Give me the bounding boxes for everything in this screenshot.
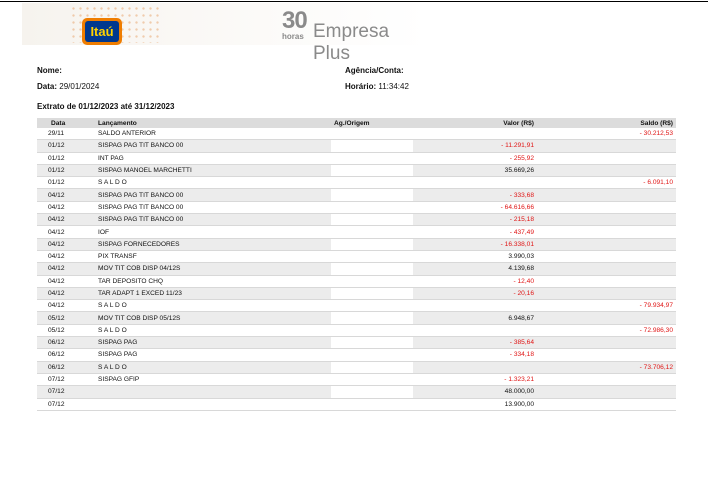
table-row [37, 201, 676, 213]
row-date: 06/12 [37, 349, 95, 361]
row-description: TAR DEPOSITO CHQ [95, 275, 331, 287]
row-amount: - 11.291,91 [413, 140, 537, 152]
row-amount: - 334,18 [413, 349, 537, 361]
date-field [37, 82, 99, 91]
row-origin [331, 349, 413, 361]
row-description: SISPAG GFIP [95, 373, 331, 385]
name-label: Nome: [37, 66, 62, 75]
row-description: S A L D O [95, 177, 331, 189]
row-amount: - 12,40 [413, 275, 537, 287]
column-header-date: Data [37, 118, 95, 128]
table-row [37, 324, 676, 336]
row-description: MOV TIT COB DISP 05/12S [95, 312, 331, 324]
row-amount: - 215,18 [413, 214, 537, 226]
table-row [37, 177, 676, 189]
table-row [37, 238, 676, 250]
row-balance [537, 238, 676, 250]
row-origin [331, 373, 413, 385]
row-amount [413, 177, 537, 189]
row-description: SISPAG PAG TIT BANCO 00 [95, 201, 331, 213]
row-description: MOV TIT COB DISP 04/12S [95, 263, 331, 275]
row-amount: - 333,68 [413, 189, 537, 201]
table-row [37, 275, 676, 287]
row-amount: - 437,49 [413, 226, 537, 238]
row-origin [331, 177, 413, 189]
table-row [37, 164, 676, 176]
row-balance [537, 250, 676, 262]
table-row [37, 349, 676, 361]
row-origin [331, 263, 413, 275]
column-header-balance: Saldo (R$) [537, 118, 676, 128]
row-balance [537, 140, 676, 152]
row-origin [331, 337, 413, 349]
row-amount: 35.669,26 [413, 164, 537, 176]
row-amount [413, 128, 537, 140]
row-origin [331, 164, 413, 176]
row-description: IOF [95, 226, 331, 238]
row-date: 05/12 [37, 324, 95, 336]
row-description: S A L D O [95, 361, 331, 373]
row-date: 06/12 [37, 361, 95, 373]
row-balance [537, 312, 676, 324]
table-row [37, 398, 676, 410]
row-balance [537, 398, 676, 410]
table-row [37, 312, 676, 324]
row-origin [331, 238, 413, 250]
table-row [37, 189, 676, 201]
row-amount [413, 361, 537, 373]
itau-logo-text: Itaú [85, 21, 119, 42]
row-description: SISPAG FORNECEDORES [95, 238, 331, 250]
row-origin [331, 214, 413, 226]
row-amount: 48.000,00 [413, 386, 537, 398]
itau-logo [82, 18, 122, 45]
row-balance [537, 164, 676, 176]
row-description [95, 398, 331, 410]
row-description [95, 386, 331, 398]
account-label: Agência/Conta: [345, 66, 404, 75]
row-description: S A L D O [95, 324, 331, 336]
row-description: PIX TRANSF [95, 250, 331, 262]
row-description: INT PAG [95, 152, 331, 164]
row-date: 07/12 [37, 398, 95, 410]
table-row [37, 152, 676, 164]
row-balance [537, 214, 676, 226]
row-description: SISPAG PAG TIT BANCO 00 [95, 140, 331, 152]
row-date: 07/12 [37, 386, 95, 398]
row-date: 04/12 [37, 189, 95, 201]
column-header-amount: Valor (R$) [413, 118, 537, 128]
row-date: 29/11 [37, 128, 95, 140]
row-origin [331, 140, 413, 152]
row-balance [537, 373, 676, 385]
row-balance: - 72.986,30 [537, 324, 676, 336]
table-row [37, 386, 676, 398]
name-field [37, 66, 62, 75]
row-balance [537, 226, 676, 238]
row-balance: - 6.091,10 [537, 177, 676, 189]
row-amount: - 385,64 [413, 337, 537, 349]
table-row [37, 214, 676, 226]
thirty-hours-number: 30 [282, 7, 307, 34]
row-amount: - 20,16 [413, 287, 537, 299]
top-rule [0, 1, 708, 2]
row-origin [331, 287, 413, 299]
row-date: 04/12 [37, 287, 95, 299]
row-amount: 13.900,00 [413, 398, 537, 410]
row-amount: - 1.323,21 [413, 373, 537, 385]
row-origin [331, 275, 413, 287]
row-origin [331, 250, 413, 262]
statement-table [37, 118, 676, 411]
row-balance [537, 337, 676, 349]
row-origin [331, 152, 413, 164]
row-description: SISPAG PAG [95, 337, 331, 349]
row-date: 04/12 [37, 263, 95, 275]
row-amount: 3.990,03 [413, 250, 537, 262]
row-date: 05/12 [37, 312, 95, 324]
row-amount: - 16.338,01 [413, 238, 537, 250]
row-amount: 4.139,68 [413, 263, 537, 275]
row-amount: - 64.616,66 [413, 201, 537, 213]
date-label: Data: [37, 82, 58, 91]
time-field [345, 82, 409, 91]
row-description: SALDO ANTERIOR [95, 128, 331, 140]
row-date: 01/12 [37, 177, 95, 189]
row-description: SISPAG MANOEL MARCHETTI [95, 164, 331, 176]
row-balance: - 30.212,53 [537, 128, 676, 140]
table-header-row [37, 118, 676, 128]
row-balance [537, 349, 676, 361]
row-origin [331, 398, 413, 410]
row-balance [537, 189, 676, 201]
row-origin [331, 201, 413, 213]
table-row [37, 373, 676, 385]
table-row [37, 128, 676, 140]
row-origin [331, 324, 413, 336]
row-date: 04/12 [37, 201, 95, 213]
row-balance [537, 263, 676, 275]
row-amount: 6.948,67 [413, 312, 537, 324]
row-date: 01/12 [37, 140, 95, 152]
row-balance [537, 152, 676, 164]
table-row [37, 300, 676, 312]
row-origin [331, 312, 413, 324]
row-date: 04/12 [37, 226, 95, 238]
account-field [345, 66, 404, 75]
row-origin [331, 361, 413, 373]
row-description: TAR ADAPT 1 EXCED 11/23 [95, 287, 331, 299]
statement-period-title: Extrato de 01/12/2023 até 31/12/2023 [37, 102, 175, 111]
row-date: 04/12 [37, 238, 95, 250]
time-value: 11:34:42 [378, 82, 409, 91]
row-description: SISPAG PAG TIT BANCO 00 [95, 214, 331, 226]
column-header-description: Lançamento [95, 118, 331, 128]
date-value: 29/01/2024 [59, 82, 100, 91]
row-description: SISPAG PAG [95, 349, 331, 361]
table-row [37, 140, 676, 152]
row-origin [331, 189, 413, 201]
row-date: 04/12 [37, 214, 95, 226]
row-description: S A L D O [95, 300, 331, 312]
row-amount [413, 300, 537, 312]
row-origin [331, 226, 413, 238]
row-origin [331, 128, 413, 140]
row-date: 04/12 [37, 275, 95, 287]
row-balance [537, 386, 676, 398]
row-balance [537, 287, 676, 299]
table-row [37, 337, 676, 349]
product-name: Empresa Plus [313, 21, 390, 64]
row-description: SISPAG PAG TIT BANCO 00 [95, 189, 331, 201]
table-row [37, 263, 676, 275]
row-balance [537, 275, 676, 287]
table-row [37, 226, 676, 238]
table-row [37, 250, 676, 262]
row-date: 07/12 [37, 373, 95, 385]
row-date: 01/12 [37, 164, 95, 176]
row-balance [537, 201, 676, 213]
row-amount: - 255,92 [413, 152, 537, 164]
row-date: 04/12 [37, 250, 95, 262]
table-row [37, 287, 676, 299]
time-label: Horário: [345, 82, 377, 91]
column-header-origin: Ag./Origem [331, 118, 413, 128]
row-amount [413, 324, 537, 336]
table-row [37, 361, 676, 373]
row-date: 06/12 [37, 337, 95, 349]
row-date: 04/12 [37, 300, 95, 312]
thirty-hours-label: horas [282, 32, 304, 41]
row-balance: - 79.934,97 [537, 300, 676, 312]
row-balance: - 73.706,12 [537, 361, 676, 373]
row-date: 01/12 [37, 152, 95, 164]
row-origin [331, 386, 413, 398]
bank-banner [22, 3, 427, 64]
row-origin [331, 300, 413, 312]
